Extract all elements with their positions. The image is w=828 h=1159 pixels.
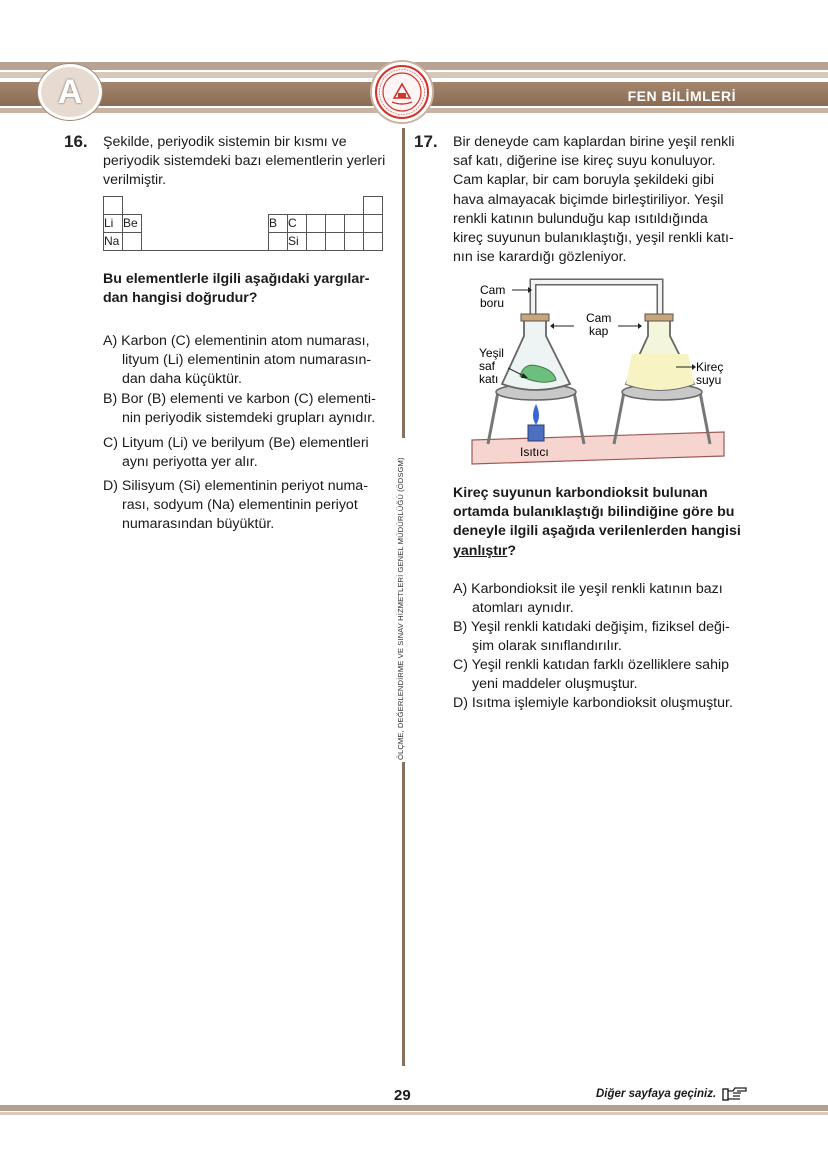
cell-c: C	[288, 215, 307, 233]
text-line: periyodik sistemdeki bazı elementlerin yerleri	[103, 153, 386, 170]
text-line: rası, sodyum (Na) elementinin periyot	[122, 497, 358, 514]
flame-icon	[533, 404, 539, 425]
label-yesil-saf-kati: katı	[479, 372, 499, 386]
cell-si: Si	[288, 233, 307, 251]
booklet-letter: A	[57, 72, 83, 111]
periodic-table-fragment	[103, 196, 383, 251]
text-line: Bir deneyde cam kaplardan birine yeşil renkli	[453, 134, 735, 150]
text-line: saf katı, diğerine ise kireç suyu konuluyor.	[453, 153, 716, 170]
label-yesil-saf-kati: saf	[479, 359, 496, 373]
label-cam-kap: Cam	[586, 311, 612, 325]
question-16-prompt	[103, 270, 398, 308]
footer-stripe	[0, 1105, 828, 1111]
underlined-word: yanlıştır	[453, 542, 508, 559]
text-line: kireç suyunun bulanıklaştığı, yeşil renkli katı-	[453, 230, 734, 247]
text-line: verilmiştir.	[103, 172, 167, 189]
ministry-seal-icon	[370, 60, 434, 124]
text-line: atomları aynıdır.	[472, 600, 574, 617]
question-17-option-d[interactable]	[453, 694, 772, 713]
experiment-figure	[462, 270, 732, 470]
cell-li: Li	[104, 215, 123, 233]
text-line: dan hangisi doğrudur?	[103, 290, 258, 307]
cell-na: Na	[104, 233, 123, 251]
text-line: yeni maddeler oluşmuştur.	[472, 676, 638, 693]
text-line: renkli katının bulunduğu kap ısıtıldığında	[453, 210, 708, 227]
question-17-option-c[interactable]	[453, 656, 772, 694]
text-line: şim olarak sınıflandırılır.	[472, 638, 622, 655]
booklet-letter-badge	[38, 64, 102, 120]
text-line: hava almayacak biçimde birleştiriliyor. Yeşil	[453, 191, 724, 208]
text-line: B) Yeşil renkli katıdaki değişim, fiziksel deği-	[453, 619, 730, 635]
text-line: Şekilde, periyodik sistemin bir kısmı ve	[103, 134, 347, 150]
question-16-option-d[interactable]	[103, 477, 412, 535]
question-16-number: 16.	[64, 132, 88, 151]
base-board	[472, 432, 724, 464]
text-line: D) Silisyum (Si) elementinin periyot numa-	[103, 478, 368, 494]
label-kirec-suyu: Kireç	[696, 360, 724, 374]
text-line: C) Lityum (Li) ve berilyum (Be) elementleri	[103, 435, 369, 451]
text-line: deneyle ilgili aşağıda verilenlerden hangisi	[453, 523, 741, 540]
question-mark: ?	[507, 542, 517, 559]
question-17-number: 17.	[414, 132, 438, 151]
text-line: D) Isıtma işlemiyle karbondioksit oluşmuştur.	[453, 695, 733, 711]
footer-stripe	[0, 1112, 828, 1115]
subject-title: FEN BİLİMLERİ	[627, 88, 736, 104]
text-line: nin periyodik sistemdeki grupları aynıdır.	[122, 410, 376, 427]
cell-b: B	[269, 215, 288, 233]
text-line: C) Yeşil renkli katıdan farklı özelliklere sahip	[453, 657, 729, 673]
text-line: dan daha küçüktür.	[122, 371, 242, 388]
text-line: numarasından büyüktür.	[122, 516, 275, 533]
side-text: ÖLÇME, DEĞERLENDİRME VE SINAV HİZMETLERİ GENEL MÜDÜRLÜĞÜ (ÖDSGM)	[396, 457, 405, 760]
text-line: aynı periyotta yer alır.	[122, 454, 258, 471]
label-cam-kap: kap	[589, 324, 609, 338]
limewater	[626, 354, 694, 390]
next-page-note: Diğer sayfaya geçiniz.	[596, 1088, 717, 1100]
question-16-intro	[103, 133, 398, 191]
text-line: Cam kaplar, bir cam boruyla şekildeki gibi	[453, 172, 714, 189]
text-line: A) Karbon (C) elementinin atom numarası,	[103, 333, 370, 349]
cell-be: Be	[123, 215, 142, 233]
page-number: 29	[394, 1087, 411, 1104]
question-17-option-a[interactable]	[453, 580, 772, 618]
question-16-option-c[interactable]	[103, 434, 412, 472]
text-line: B) Bor (B) elementi ve karbon (C) elementi-	[103, 391, 376, 407]
text-line: Bu elementlerle ilgili aşağıdaki yargılar-	[103, 271, 370, 287]
question-17-intro	[453, 133, 758, 267]
text-line: Kireç suyunun karbondioksit bulunan	[453, 485, 708, 501]
text-line	[453, 542, 758, 561]
text-line: ortamda bulanıklaştığı bilindiğine göre bu	[453, 504, 735, 521]
question-17-prompt	[453, 484, 758, 561]
label-yesil-saf-kati: Yeşil	[479, 346, 504, 360]
question-16-option-a[interactable]	[103, 332, 412, 390]
burner	[528, 425, 544, 441]
question-16-option-b[interactable]	[103, 390, 412, 428]
text-line: lityum (Li) elementinin atom numarasın-	[122, 352, 372, 369]
label-cam-boru: boru	[480, 296, 505, 310]
text-line: nın ise karardığı gözleniyor.	[453, 249, 627, 266]
label-cam-boru: Cam	[480, 283, 506, 297]
label-kirec-suyu: suyu	[696, 373, 722, 387]
label-isitici: Isıtıcı	[520, 445, 549, 459]
pointing-hand-icon	[722, 1086, 748, 1102]
text-line: A) Karbondioksit ile yeşil renkli katının bazı	[453, 581, 723, 597]
question-17-option-b[interactable]	[453, 618, 772, 656]
